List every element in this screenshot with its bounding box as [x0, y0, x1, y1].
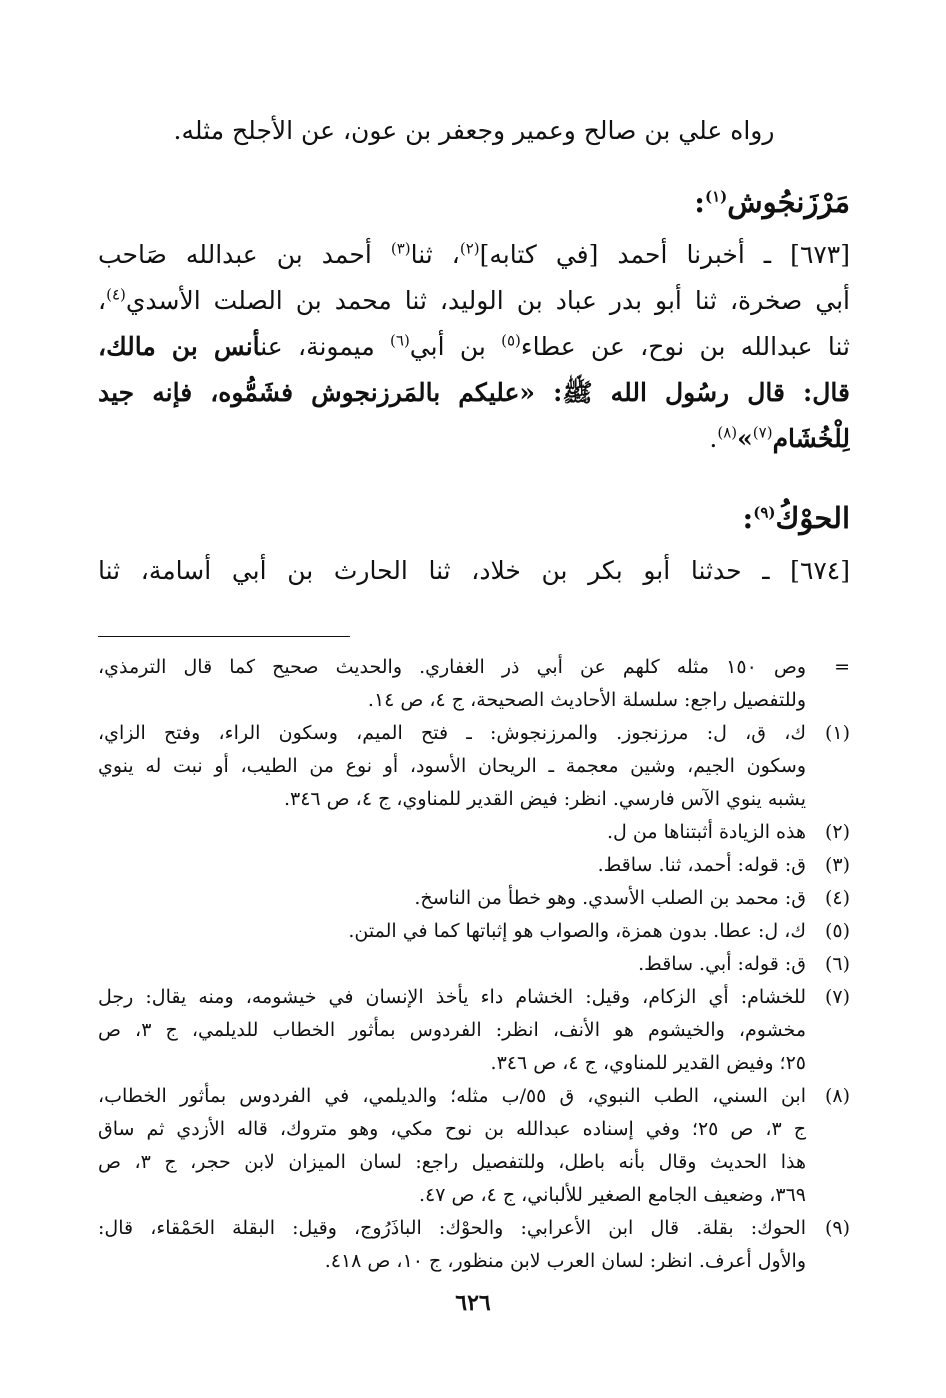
text-span: ثنا عبدالله بن نوح، عن عطاء: [520, 332, 850, 361]
footnote-line: وص ١٥٠ مثله كلهم عن أبي ذر الغفاري. والحديث صحيح كما قال الترمذي،: [98, 656, 806, 678]
footnote-number: (٨): [824, 1085, 850, 1107]
footnote: [98, 849, 850, 882]
footnote-ref: (٨): [717, 423, 738, 442]
text-span: أحمد بن عبدالله صَاحب: [98, 240, 391, 269]
footnote-number: (٣): [824, 854, 850, 876]
footnote-number: (١): [824, 722, 850, 744]
footnote-line: ٣٦٩، وضعيف الجامع الصغير للألباني، ج ٤، ص ٤٧.: [418, 1184, 806, 1206]
intro-line: رواه علي بن صالح وعمير وجعفر بن عون، عن الأجلح مثله.: [173, 116, 775, 145]
text-span: ، ثنا: [410, 240, 460, 269]
footnote-line: هذا الحديث وقال بأنه باطل، وللتفصيل راجع: لسان الميزان لابن حجر، ج ٣، ص: [98, 1151, 806, 1173]
footnote: [98, 1212, 850, 1278]
footnote-line: ٢٥؛ وفيض القدير للمناوي، ج ٤، ص ٣٤٦.: [490, 1052, 806, 1074]
heading-colon: :: [742, 501, 754, 535]
text-span: »: [737, 424, 753, 453]
footnote-body: [98, 915, 806, 948]
text-span: لِلْخُشَام: [772, 424, 850, 453]
footnote: [98, 948, 850, 981]
hadith-674: [98, 548, 850, 594]
footnote-line: هذه الزيادة أثبتناها من ل.: [607, 821, 806, 843]
text-line: [98, 324, 850, 370]
text-line: [٦٧٤] ـ حدثنا أبو بكر بن خلاد، ثنا الحارث بن أبي أسامة، ثنا: [98, 556, 850, 585]
footnotes: [98, 651, 850, 1278]
text-line: [98, 416, 850, 462]
footnote-ref: (٦): [390, 331, 410, 350]
footnote-number: (٢): [824, 821, 850, 843]
footnote-body: [98, 948, 806, 981]
footnote: [98, 651, 850, 717]
footnote-body: [98, 882, 806, 915]
footnote-line: ك، ق، ل: مرزنجوز. والمرزنجوش: ـ فتح الميم، وسكون الراء، وفتح الزاي،: [98, 722, 806, 744]
footnote-line: مخشوم، والخيشوم هو الأنف، انظر: الفردوس بمأثور الخطاب للديلمي، ج ٣، ص: [98, 1019, 806, 1041]
heading-colon: :: [694, 185, 705, 219]
footnote: [98, 816, 850, 849]
footnote: [98, 1080, 850, 1212]
footnote-number: (٥): [824, 920, 850, 942]
heading-text: الحوْكُ: [775, 501, 850, 535]
footnote-line: ج ٣، ص ٢٥؛ وفي إسناده عبدالله بن نوح مكي، وهو متروك، قاله الأزدي ثم ساق: [98, 1118, 806, 1140]
footnote-number: (٩): [824, 1217, 850, 1239]
footnote-separator: [98, 636, 350, 637]
heading-text: مَرْزَنجُوش: [727, 185, 850, 219]
footnote: [98, 981, 850, 1080]
footnote-ref: (٢): [459, 239, 480, 258]
footnote-number: (٦): [824, 953, 850, 975]
footnote-ref: (٥): [501, 331, 521, 350]
footnote-line: وللتفصيل راجع: سلسلة الأحاديث الصحيحة، ج ٤، ص ١٤.: [367, 689, 806, 711]
footnote-line: ق: قوله: أحمد، ثنا. ساقط.: [597, 854, 806, 876]
footnote-line: ك، ل: عطا. بدون همزة، والصواب هو إثباتها كما في المتن.: [348, 920, 806, 942]
text-span: [٦٧٣] ـ أخبرنا أحمد [في كتابه]: [479, 240, 850, 269]
footnote-ref: (٤): [106, 285, 126, 304]
footnote-ref: (٣): [390, 239, 411, 258]
footnote: [98, 915, 850, 948]
hadith-673: [98, 232, 850, 462]
footnote-ref: (١): [705, 187, 728, 206]
footnote-number: (٤): [824, 887, 850, 909]
entry-heading-marzanjosh: [98, 176, 850, 228]
text-line: [98, 232, 850, 278]
footnote-line: والأول أعرف. انظر: لسان العرب لابن منظور، ج ١٠، ص ٤١٨.: [324, 1250, 806, 1272]
footnote-body: [98, 651, 806, 717]
footnote-body: [98, 816, 806, 849]
narrator-name: أنس بن مالك،: [98, 332, 261, 361]
footnote-line: الحوك: بقلة. قال ابن الأعرابي: والحوْك: الباذَرُوج، وقيل: البقلة الحَمْقاء، قال:: [98, 1217, 806, 1239]
footnote-body: [98, 1080, 806, 1212]
text-span: ميمونة، عن: [260, 332, 391, 361]
text-span: .: [709, 424, 718, 453]
footnote-line: ابن السني، الطب النبوي، ق ٥٥/ب مثله؛ والديلمي، في الفردوس بمأثور الخطاب،: [98, 1085, 806, 1107]
footnote-separator-wrap: [98, 636, 850, 637]
footnote-body: [98, 717, 806, 816]
text-span: بن أبي: [409, 332, 502, 361]
footnote-number: =: [834, 656, 850, 678]
footnote-number: (٧): [824, 986, 850, 1008]
page-number: ٦٢٦: [455, 1290, 491, 1316]
footnote-ref: (٧): [752, 423, 773, 442]
text-line: قال: قال رسُول الله ﷺ: «عليكم بالمَرزنجوش فشَمُّوه، فإنه جيد: [98, 378, 850, 407]
footnote: [98, 717, 850, 816]
footnote-body: [98, 1212, 806, 1278]
footnote-line: ق: قوله: أبي. ساقط.: [638, 953, 806, 975]
footnote-body: [98, 981, 806, 1080]
footnote-line: ق: محمد بن الصلب الأسدي. وهو خطأ من الناسخ.: [414, 887, 806, 909]
footnote: [98, 882, 850, 915]
footnote-line: وسكون الجيم، وشين معجمة ـ الريحان الأسود، أو نوع من الطيب، أو نبت له ينوي: [98, 755, 806, 777]
text-span: ،: [98, 286, 107, 315]
footnote-line: للخشام: أي الزكام، وقيل: الخشام داء يأخذ الإنسان في خيشومه، ومنه يقال: رجل: [98, 986, 806, 1008]
footnote-ref: (٩): [753, 503, 776, 522]
entry-heading-hawk: [98, 492, 850, 544]
text-line: [98, 278, 850, 324]
footnote-body: [98, 849, 806, 882]
footnote-line: يشبه ينوي الآس فارسي. انظر: فيض القدير للمناوي، ج ٤، ص ٣٤٦.: [283, 788, 806, 810]
text-span: أبي صخرة، ثنا أبو بدر عباد بن الوليد، ثنا محمد بن الصلت الأسدي: [125, 286, 850, 315]
